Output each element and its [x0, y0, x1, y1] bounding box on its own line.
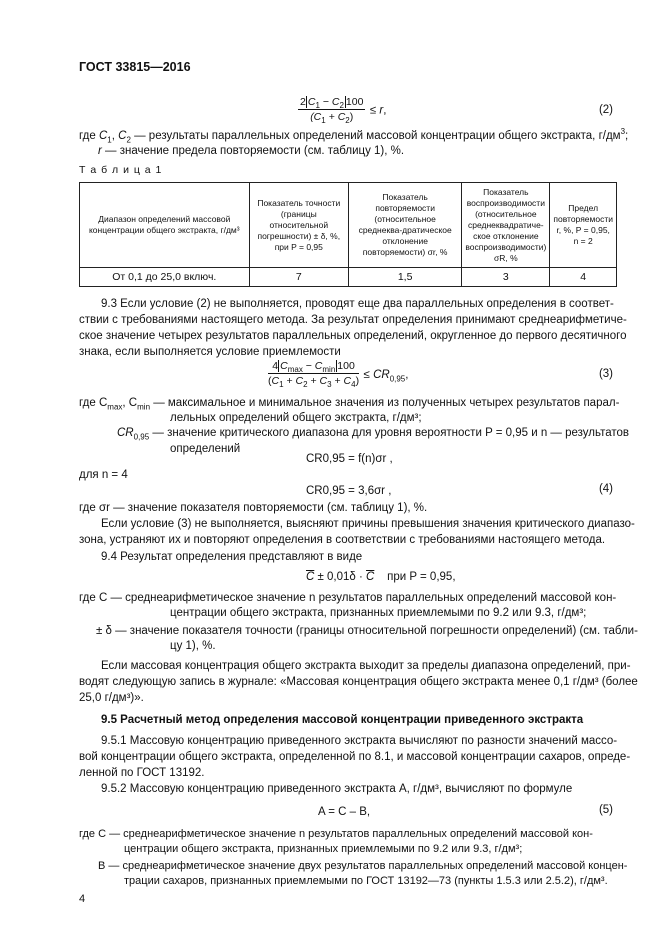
- equation-3-number: (3): [598, 368, 613, 380]
- equation-result: $\overline{C} \pm 0,01\delta \cdot \overline{C}$ при P = 0,95,: [306, 571, 456, 583]
- equation-4-number: (4): [598, 483, 613, 495]
- paragraph-out-line: 25,0 г/дм³)».: [79, 692, 144, 704]
- paragraph-9-5-1-line: 9.5.1 Массовую концентрацию приведенного экстракта вычисляют по разности значений массо-: [101, 735, 618, 747]
- table-header-cell: Предел повторяемости r, %, P = 0,95, n = 2: [550, 183, 617, 268]
- equation-2: $\frac{2 C_1 - C_2 100}{(C_1 + C_2)}$ ≤ r,: [300, 96, 387, 126]
- table-cell: 4: [550, 268, 617, 287]
- paragraph-9-5-1-line: вой концентрации общего экстракта, определенной по 8.1, и массовой концентрации сахаров, опреде-: [79, 751, 631, 763]
- table-header-cell: Показатель повторяемости (относительное среднеква-дратическое отклонение повторяемости) σr, %: [348, 183, 461, 268]
- table-cell: 1,5: [348, 268, 461, 287]
- paragraph-9-5-1-line: ленной по ГОСТ 13192.: [79, 767, 205, 779]
- paragraph-9-3-line: ское значение четырех результатов параллельных определений, округленное до первого десятичного: [79, 330, 627, 342]
- table-1: [79, 182, 617, 287]
- where-5-c-line: центрации общего экстракта, признанных приемлемыми по 9.2 или 9.3, г/дм³;: [124, 843, 523, 855]
- paragraph-if-3-line: Если условие (3) не выполняется, выясняют причины превышения значения критического диапазо-: [101, 518, 635, 530]
- where-delta-line: цу 1), %.: [170, 640, 216, 652]
- page-number: 4: [79, 893, 86, 905]
- where-3-cmax: где $C_{max}$, $C_{min}$ — максимальное и минимальное значения из полученных четырех результатов парал-: [79, 397, 620, 412]
- equation-3: $\frac{4 C_{max} - C_{min} 100}{(C_1 + C_2 + C_3 + C_4)}$ ≤ $CR_{0,95}$,: [268, 360, 409, 390]
- paragraph-9-4: 9.4 Результат определения представляют в виде: [101, 551, 363, 563]
- table-header-cell: Показатель точности (границы относительной погрешности) ± δ, %, при P = 0,95: [249, 183, 348, 268]
- equation-5: A = C – B,: [318, 806, 371, 818]
- where-4: где σr — значение показателя повторяемости (см. таблицу 1), %.: [79, 502, 428, 514]
- where-5-b-line: трации сахаров, признанных приемлемыми по ГОСТ 13192—73 (пункты 1.5.3 или 2.5.2), г/дм³.: [124, 875, 608, 887]
- where-2-c1c2: где $C_1$, $C_2$ — результаты параллельных определений массовой концентрации общего экстракта, $г/дм^3$;: [79, 127, 629, 145]
- where-c-line: где C — среднеарифметическое значение n результатов параллельных определений массовой кон-: [79, 592, 617, 604]
- where-2-r: r — значение предела повторяемости (см. таблицу 1), %.: [98, 145, 405, 157]
- where-3-cmax-cont: лельных определений общего экстракта, г/дм³;: [170, 412, 422, 424]
- table-header-cell: Диапазон определений массовой концентрации общего экстракта, г/дм³: [80, 183, 250, 268]
- where-3-cr: $CR_{0,95}$ — значение критического диапазона для уровня вероятности P = 0,95 и n — результатов: [117, 427, 630, 442]
- equation-2-number: (2): [598, 104, 613, 116]
- paragraph-out-line: Если массовая концентрация общего экстракта выходит за пределы диапазона определений, при-: [101, 660, 631, 672]
- where-5-b-line: B — среднеарифметическое значение двух результатов параллельных определений массовой концен-: [98, 860, 628, 872]
- where-3-cr-cont: определений: [170, 443, 241, 455]
- where-5-c-line: где C — среднеарифметическое значение n результатов параллельных определений массовой кон-: [79, 828, 593, 840]
- equation-5-number: (5): [598, 804, 613, 816]
- where-delta-line: ± δ — значение показателя точности (границы относительной погрешности определений) (см. табли-: [96, 625, 638, 637]
- table-row: [80, 268, 617, 287]
- section-heading-9-5: 9.5 Расчетный метод определения массовой концентрации приведенного экстракта: [101, 714, 584, 726]
- where-c-line: центрации общего экстракта, признанных приемлемыми по 9.2 или 9.3, г/дм³;: [170, 607, 587, 619]
- for-n-4: для n = 4: [79, 469, 128, 481]
- paragraph-9-3-line: 9.3 Если условие (2) не выполняется, проводят еще два параллельных определения в соответ-: [101, 298, 614, 310]
- table-cell: 3: [462, 268, 550, 287]
- table-cell: От 0,1 до 25,0 включ.: [80, 268, 250, 287]
- table-header-cell: Показатель воспроизводимости (относительное среднеквадратиче-ское отклонение воспроизводимости) σR, %: [462, 183, 550, 268]
- paragraph-9-5-2: 9.5.2 Массовую концентрацию приведенного экстракта A, г/дм³, вычисляют по формуле: [101, 783, 573, 795]
- table-header-row: [80, 183, 617, 268]
- paragraph-9-3-line: знака, если выполняется условие приемлемости: [79, 346, 341, 358]
- table-cell: 7: [249, 268, 348, 287]
- table-caption: Т а б л и ц а 1: [79, 164, 163, 176]
- document-header: ГОСТ 33815—2016: [79, 60, 191, 74]
- paragraph-9-3-line: ствии с требованиями настоящего метода. За результат определения принимают среднеарифметиче-: [79, 314, 627, 326]
- paragraph-out-line: водят следующую запись в журнале: «Массовая концентрация общего экстракта менее 0,1 г/дм³ (более: [79, 676, 638, 688]
- equation-cr-f: CR0,95 = f(n)σr ,: [306, 453, 393, 465]
- equation-4: CR0,95 = 3,6σr ,: [306, 485, 392, 497]
- paragraph-if-3-line: зона, устраняют их и повторяют определения в соответствии с требованиями настоящего метода.: [79, 534, 606, 546]
